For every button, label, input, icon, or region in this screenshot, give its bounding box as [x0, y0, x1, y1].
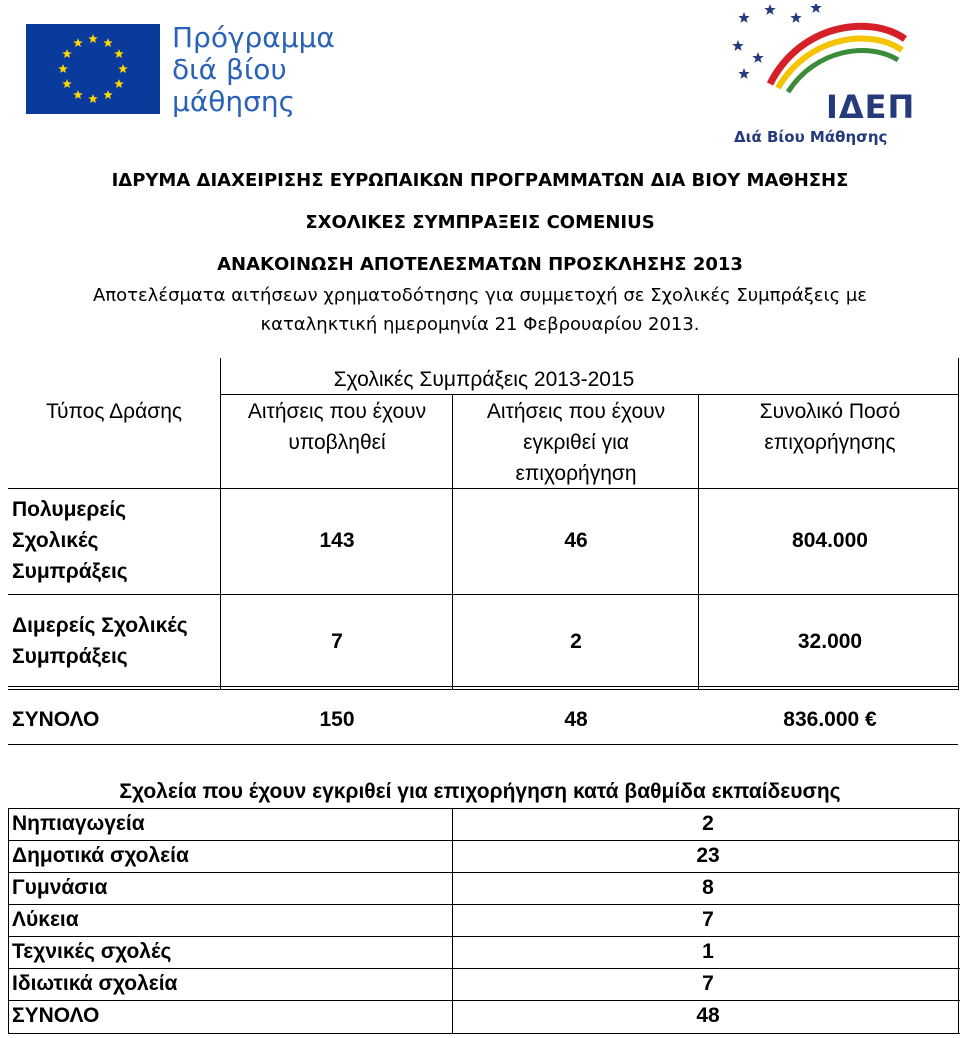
school-count: 23: [696, 844, 720, 867]
table-row: [8, 840, 960, 872]
table-row: [8, 936, 960, 968]
column-header-type: [8, 396, 220, 427]
row-type-label: [12, 610, 220, 672]
divider: [698, 394, 699, 690]
school-level: Λύκεια: [12, 908, 79, 931]
school-level: Γυμνάσια: [12, 876, 108, 899]
total-approved: 48: [564, 708, 588, 731]
star-icon: [738, 12, 749, 23]
row-type-label: [12, 494, 220, 587]
star-icon: [103, 90, 113, 99]
header-line: Αιτήσεις που έχουν: [247, 400, 427, 423]
school-level: Νηπιαγωγεία: [12, 812, 145, 835]
divider: [8, 488, 958, 489]
school-count: 7: [702, 972, 714, 995]
school-level: Δημοτικά σχολεία: [12, 844, 189, 867]
column-header-amount: [700, 396, 960, 458]
idep-logo: [730, 4, 930, 144]
divider: [452, 808, 453, 1034]
applications-table: [8, 358, 960, 690]
total-label: ΣΥΝΟΛΟ: [12, 708, 100, 731]
divider: [8, 840, 960, 841]
divider: [8, 1000, 960, 1001]
header-line: υποβληθεί: [288, 431, 386, 454]
divider: [8, 594, 958, 595]
star-icon: [103, 38, 113, 47]
star-icon: [73, 90, 83, 99]
star-icon: [114, 79, 124, 88]
table-row: [8, 904, 960, 936]
school-level: Ιδιωτικά σχολεία: [12, 972, 178, 995]
header-line: Συνολικό Ποσό: [759, 400, 901, 423]
eu-flag-icon: [26, 24, 160, 114]
total-submitted: 150: [319, 708, 355, 731]
section-title: Σχολικές Συμπράξεις 2013-2015: [333, 368, 635, 391]
divider: [220, 358, 221, 690]
divider: [958, 808, 959, 1034]
table-row: [8, 872, 960, 904]
announcement-title: ΑΝΑΚΟΙΝΩΣΗ ΑΠΟΤΕΛΕΣΜΑΤΩΝ ΠΡΟΣΚΛΗΣΗΣ 2013: [217, 254, 743, 275]
total-amount: 836.000 €: [783, 708, 877, 731]
school-level: ΣΥΝΟΛΟ: [12, 1004, 100, 1027]
eu-program-line: διά βίου: [172, 53, 287, 86]
school-count: 2: [702, 812, 714, 835]
description-line: καταληκτική ημερομηνία 21 Φεβρουαρίου 2013.: [260, 314, 700, 335]
column-header-approved: [454, 396, 698, 489]
star-icon: [88, 34, 98, 43]
star-icon: [58, 64, 68, 73]
star-icon: [88, 94, 98, 103]
star-icon: [752, 52, 763, 63]
idep-swoosh-icon: [730, 4, 930, 94]
org-title: ΙΔΡΥΜΑ ΔΙΑΧΕΙΡΙΣΗΣ ΕΥΡΩΠΑΙΚΩΝ ΠΡΟΓΡΑΜΜΑΤΩΝ ΔΙΑ ΒΙΟΥ ΜΑΘΗΣΗΣ: [111, 170, 849, 191]
school-count: 1: [702, 940, 714, 963]
star-icon: [73, 38, 83, 47]
star-icon: [790, 12, 801, 23]
divider: [220, 394, 958, 395]
star-icon: [810, 4, 821, 13]
approved-value: 46: [564, 529, 588, 552]
divider: [8, 872, 960, 873]
schools-table-title: Σχολεία που έχουν εγκριθεί για επιχορήγηση κατά βαθμίδα εκπαίδευσης: [119, 780, 841, 803]
divider: [452, 394, 453, 690]
eu-program-text: [172, 22, 335, 118]
divider: [958, 358, 959, 690]
table-row: [8, 808, 960, 840]
amount-value: 804.000: [792, 529, 868, 552]
divider: [8, 936, 960, 937]
header-line: Αιτήσεις που έχουν: [486, 400, 666, 423]
column-header-submitted: [222, 396, 452, 458]
eu-program-line: Πρόγραμμα: [172, 21, 335, 54]
idep-name: ΙΔΕΠ: [826, 88, 916, 126]
school-count: 8: [702, 876, 714, 899]
star-icon: [62, 49, 72, 58]
header-line: επιχορήγησης: [764, 431, 896, 454]
row-type-line: Συμπράξεις: [12, 645, 128, 668]
star-icon: [118, 64, 128, 73]
star-icon: [114, 49, 124, 58]
header-line: επιχορήγηση: [515, 462, 637, 485]
divider: [8, 689, 958, 690]
divider: [8, 686, 958, 687]
header-line: εγκριθεί για: [523, 431, 629, 454]
approved-value: 2: [570, 630, 582, 653]
row-type-line: Πολυμερείς: [12, 498, 127, 521]
divider: [8, 808, 9, 1034]
school-level: Τεχνικές σχολές: [12, 940, 172, 963]
star-icon: [764, 4, 775, 15]
star-icon: [732, 40, 743, 51]
star-icon: [738, 68, 749, 79]
divider: [8, 744, 958, 745]
idep-tagline: Διά Βίου Μάθησης: [734, 128, 888, 146]
schools-table: [8, 808, 960, 1034]
divider: [8, 808, 960, 809]
school-count: 7: [702, 908, 714, 931]
divider: [8, 968, 960, 969]
star-icon: [62, 79, 72, 88]
row-type-line: Συμπράξεις: [12, 560, 128, 583]
eu-program-line: μάθησης: [172, 85, 296, 118]
description-line: Αποτελέσματα αιτήσεων χρηματοδότησης για συμμετοχή σε Σχολικές Συμπράξεις με: [92, 285, 868, 306]
school-count: 48: [696, 1004, 720, 1027]
amount-value: 32.000: [797, 630, 863, 653]
divider: [8, 904, 960, 905]
header-line: Τύπος Δράσης: [45, 400, 183, 423]
program-title: ΣΧΟΛΙΚΕΣ ΣΥΜΠΡΑΞΕΙΣ COMENIUS: [305, 212, 655, 233]
row-type-line: Σχολικές: [12, 529, 99, 552]
eu-lifelong-learning-logo: [26, 21, 335, 120]
divider: [8, 1033, 960, 1034]
submitted-value: 143: [319, 529, 355, 552]
table-row: [8, 968, 960, 1000]
submitted-value: 7: [331, 630, 343, 653]
row-type-line: Διμερείς Σχολικές: [12, 614, 188, 637]
table-row: [8, 1000, 960, 1032]
